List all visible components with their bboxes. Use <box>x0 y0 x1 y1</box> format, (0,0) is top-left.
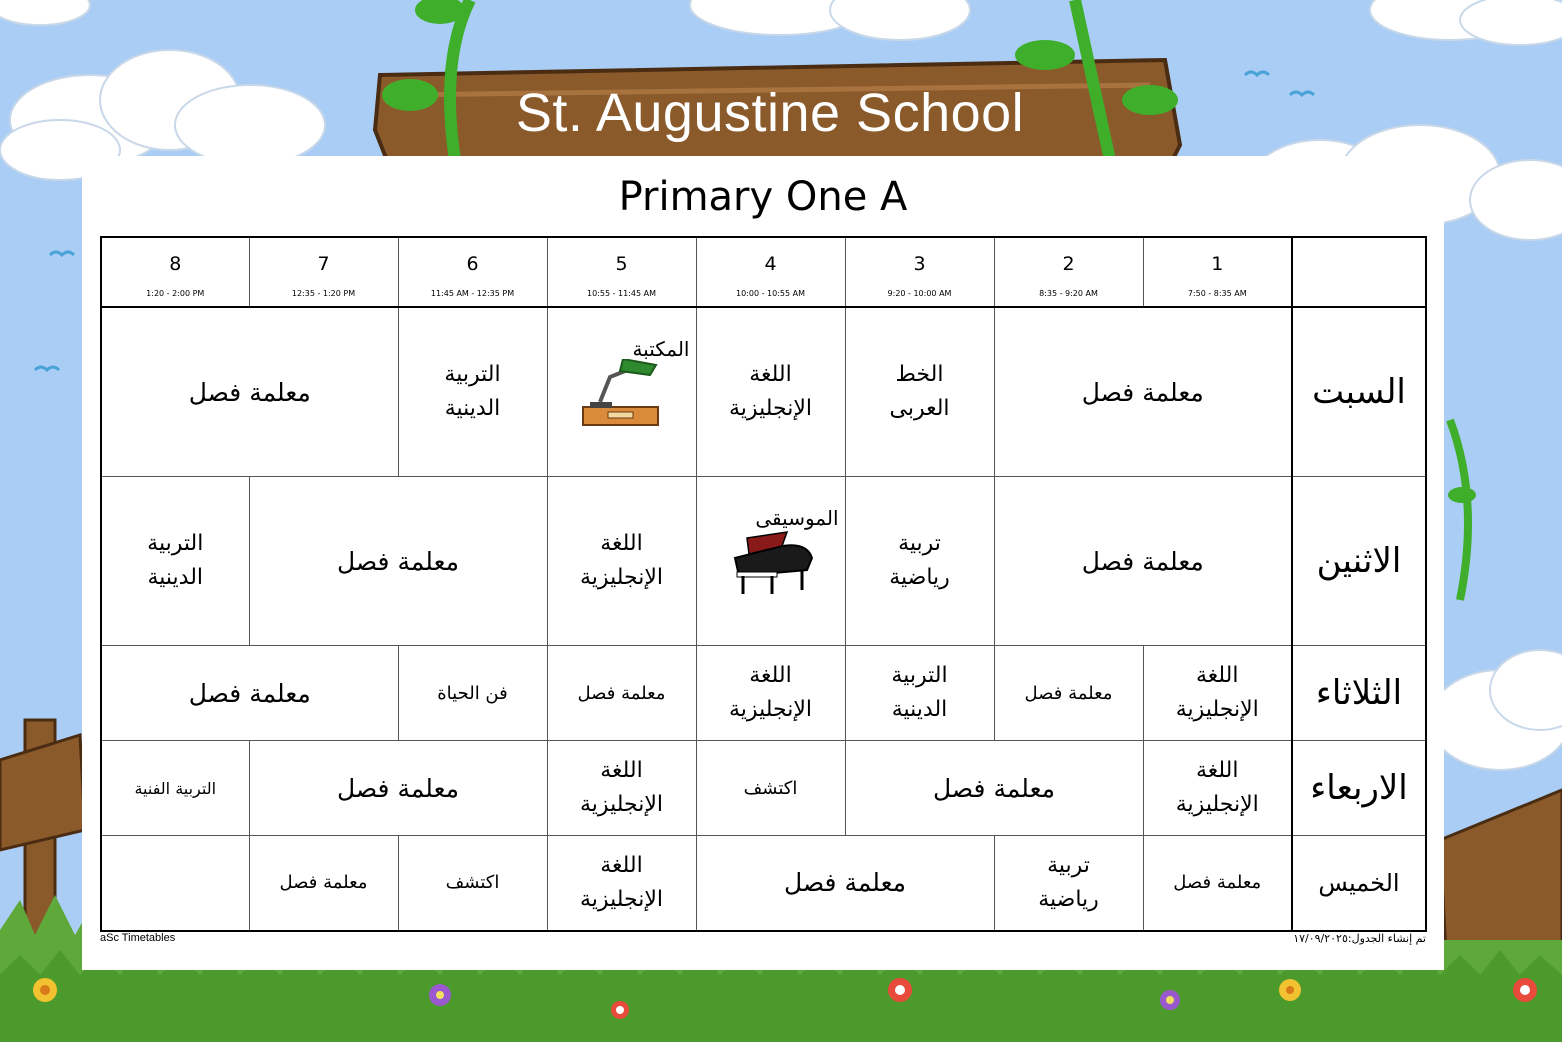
lesson-cell: التربية الفنية <box>101 741 249 836</box>
lesson-cell: معلمة فصل <box>249 835 398 931</box>
lesson-cell: تربية رياضية <box>994 835 1143 931</box>
day-label: السبت <box>1292 307 1426 477</box>
lesson-cell: معلمة فصل <box>696 835 994 931</box>
lesson-cell: اللغة الإنجليزية <box>547 741 696 836</box>
period-header-row <box>101 237 1426 307</box>
lesson-cell: معلمة فصل <box>994 646 1143 741</box>
lesson-cell: معلمة فصل <box>994 477 1292 646</box>
timetable-grid <box>100 236 1427 932</box>
lesson-cell: معلمة فصل <box>249 741 547 836</box>
day-row-monday <box>101 477 1426 646</box>
lesson-cell: اللغة الإنجليزية <box>1143 741 1292 836</box>
day-row-wednesday <box>101 741 1426 836</box>
lesson-cell-empty <box>101 835 249 931</box>
day-row-tuesday <box>101 646 1426 741</box>
lesson-cell: التربية الدينية <box>101 477 249 646</box>
lesson-cell: تربية رياضية <box>845 477 994 646</box>
period-header: 7 12:35 - 1:20 PM <box>249 237 398 307</box>
day-label: الاثنين <box>1292 477 1426 646</box>
lesson-cell: معلمة فصل <box>845 741 1143 836</box>
lesson-cell: اكتشف <box>398 835 547 931</box>
lesson-cell: معلمة فصل <box>547 646 696 741</box>
day-row-thursday <box>101 835 1426 931</box>
lesson-cell: اللغة الإنجليزية <box>696 646 845 741</box>
footer-credit: aSc Timetables <box>100 932 176 944</box>
lesson-cell: التربية الدينية <box>845 646 994 741</box>
lesson-label: الموسيقى <box>755 506 839 531</box>
lesson-cell: التربية الدينية <box>398 307 547 477</box>
period-header: 6 11:45 AM - 12:35 PM <box>398 237 547 307</box>
period-header: 5 10:55 - 11:45 AM <box>547 237 696 307</box>
lesson-cell: اكتشف <box>696 741 845 836</box>
lesson-cell: اللغة الإنجليزية <box>696 307 845 477</box>
day-label: الخميس <box>1292 835 1426 931</box>
footer-generated-date: تم إنشاء الجدول:١٧/٠٩/٢٠٢٥ <box>1293 932 1426 945</box>
lesson-cell-music <box>696 477 845 646</box>
day-label: الاربعاء <box>1292 741 1426 836</box>
piano-icon <box>727 528 817 598</box>
desk-lamp-icon <box>578 359 668 429</box>
class-title: Primary One A <box>618 174 908 220</box>
lesson-cell: معلمة فصل <box>249 477 547 646</box>
period-header: 8 1:20 - 2:00 PM <box>101 237 249 307</box>
day-row-saturday <box>101 307 1426 477</box>
lesson-cell: اللغة الإنجليزية <box>547 835 696 931</box>
lesson-cell: فن الحياة <box>398 646 547 741</box>
day-label: الثلاثاء <box>1292 646 1426 741</box>
lesson-cell: الخط العربى <box>845 307 994 477</box>
lesson-cell: معلمة فصل <box>1143 835 1292 931</box>
lesson-label: المكتبة <box>632 337 690 362</box>
lesson-cell: اللغة الإنجليزية <box>547 477 696 646</box>
period-header: 3 9:20 - 10:00 AM <box>845 237 994 307</box>
lesson-cell: اللغة الإنجليزية <box>1143 646 1292 741</box>
period-header: 2 8:35 - 9:20 AM <box>994 237 1143 307</box>
lesson-cell: معلمة فصل <box>101 307 398 477</box>
school-name: St. Augustine School <box>515 83 1025 143</box>
lesson-cell: معلمة فصل <box>994 307 1292 477</box>
period-header: 1 7:50 - 8:35 AM <box>1143 237 1292 307</box>
timetable-panel <box>82 156 1444 970</box>
corner-cell <box>1292 237 1426 307</box>
lesson-cell: معلمة فصل <box>101 646 398 741</box>
lesson-cell-library <box>547 307 696 477</box>
period-header: 4 10:00 - 10:55 AM <box>696 237 845 307</box>
